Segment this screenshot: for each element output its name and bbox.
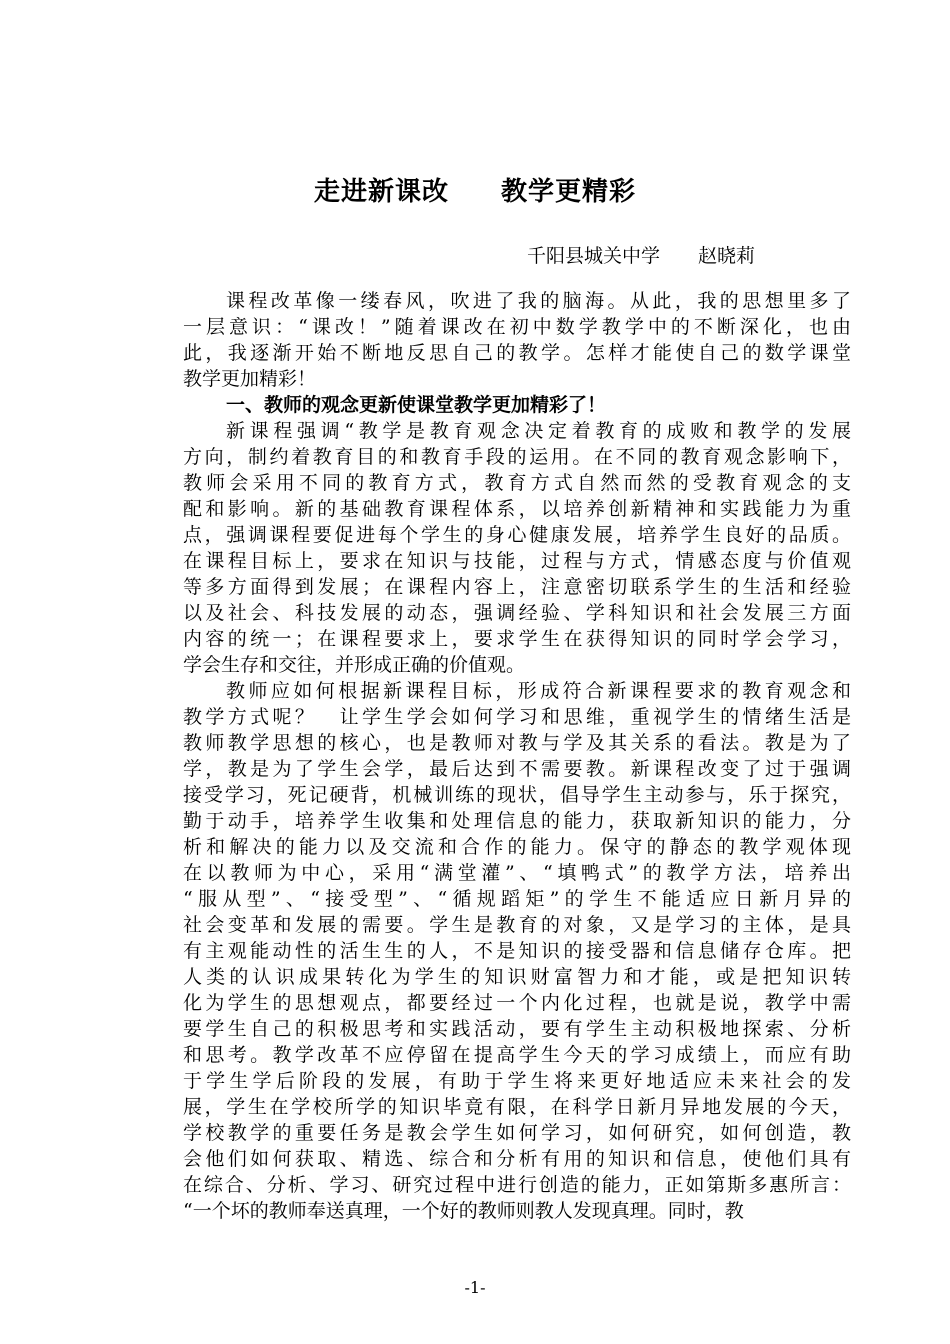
title-part-1: 走进新课改 xyxy=(313,177,449,207)
author-name: 赵晓莉 xyxy=(698,245,756,267)
paragraph-1-line: 以及社会、科技发展的动态，强调经验、学科知识和社会发展三方面 xyxy=(183,602,851,624)
author-byline xyxy=(527,241,755,271)
intro-paragraph-line: 一层意识：“课改！”随着课改在初中数学教学中的不断深化，也由 xyxy=(183,316,851,338)
paragraph-1-line: 点，强调课程要促进每个学生的身心健康发展，培养学生良好的品质。 xyxy=(183,524,851,546)
paragraph-2-line: 教师应如何根据新课程目标，形成符合新课程要求的教育观念和 xyxy=(226,680,851,702)
paragraph-1-line: 新课程强调“教学是教育观念决定着教育的成败和教学的发展 xyxy=(226,420,851,442)
paragraph-2-line: 人类的认识成果转化为学生的知识财富智力和才能，或是把知识转 xyxy=(183,966,851,988)
paragraph-2-line: 要学生自己的积极思考和实践活动，要有学生主动积极地探索、分析 xyxy=(183,1018,851,1040)
paragraph-2-line: 在以教师为中心，采用“满堂灌”、“填鸭式”的教学方法，培养出 xyxy=(183,862,851,884)
paragraph-1-line: 方向，制约着教育目的和教育手段的运用。在不同的教育观念影响下， xyxy=(183,446,851,468)
intro-paragraph-line: 课程改革像一缕春风，吹进了我的脑海。从此，我的思想里多了 xyxy=(226,290,851,312)
paragraph-1-line: 教师会采用不同的教育方式，教育方式自然而然的受教育观念的支 xyxy=(183,472,851,494)
paragraph-2-line: 教学方式呢？ 让学生学会如何学习和思维，重视学生的情绪生活是 xyxy=(183,706,851,728)
paragraph-2-line: 于学生学后阶段的发展，有助于学生将来更好地适应未来社会的发 xyxy=(183,1070,851,1092)
paragraph-2-line: 勤于动手，培养学生收集和处理信息的能力，获取新知识的能力，分 xyxy=(183,810,851,832)
paragraph-2-line: 学，教是为了学生会学，最后达到不需要教。新课程改变了过于强调 xyxy=(183,758,851,780)
page-number: -1- xyxy=(464,1278,486,1297)
paragraph-2-line: 和思考。教学改革不应停留在提高学生今天的学习成绩上，而应有助 xyxy=(183,1044,851,1066)
paragraph-2-line: 接受学习，死记硬背，机械训练的现状，倡导学生主动参与，乐于探究， xyxy=(183,784,851,806)
paragraph-2-line: “服从型”、“接受型”、“循规蹈矩”的学生不能适应日新月异的 xyxy=(183,888,851,910)
paragraph-2-line: 析和解决的能力以及交流和合作的能力。保守的静态的教学观体现 xyxy=(183,836,851,858)
school-name: 千阳县城关中学 xyxy=(527,245,661,267)
intro-paragraph-line: 此，我逐渐开始不断地反思自己的教学。怎样才能使自己的数学课堂 xyxy=(183,342,851,364)
intro-paragraph-line: 教学更加精彩！ xyxy=(183,368,317,390)
paragraph-2-line: “一个坏的教师奉送真理，一个好的教师则教人发现真理。同时，教 xyxy=(183,1200,744,1222)
section-heading: 一、教师的观念更新使课堂教学更加精彩了！ xyxy=(226,394,607,416)
paragraph-1-line: 配和影响。新的基础教育课程体系，以培养创新精神和实践能力为重 xyxy=(183,498,851,520)
paragraph-2-line: 学校教学的重要任务是教会学生如何学习，如何研究，如何创造，教 xyxy=(183,1122,851,1144)
document-title xyxy=(0,172,950,212)
paragraph-2-line: 会他们如何获取、精选、综合和分析有用的知识和信息，使他们具有 xyxy=(183,1148,851,1170)
paragraph-2-line: 化为学生的思想观点，都要经过一个内化过程，也就是说，教学中需 xyxy=(183,992,851,1014)
paragraph-1-line: 等多方面得到发展；在课程内容上，注意密切联系学生的生活和经验 xyxy=(183,576,851,598)
paragraph-2-line: 教师教学思想的核心，也是教师对教与学及其关系的看法。教是为了 xyxy=(183,732,851,754)
paragraph-1-line: 在课程目标上，要求在知识与技能，过程与方式，情感态度与价值观 xyxy=(183,550,851,572)
paragraph-2-line: 展，学生在学校所学的知识毕竟有限，在科学日新月异地发展的今天， xyxy=(183,1096,851,1118)
paragraph-2-line: 有主观能动性的活生生的人，不是知识的接受器和信息储存仓库。把 xyxy=(183,940,851,962)
title-part-2: 教学更精彩 xyxy=(501,177,637,207)
paragraph-2-line: 在综合、分析、学习、研究过程中进行创造的能力，正如第斯多惠所言： xyxy=(183,1174,851,1196)
paragraph-1-line: 内容的统一；在课程要求上，要求学生在获得知识的同时学会学习， xyxy=(183,628,851,650)
document-body xyxy=(183,288,851,1224)
paragraph-2-line: 社会变革和发展的需要。学生是教育的对象，又是学习的主体，是具 xyxy=(183,914,851,936)
paragraph-1-line: 学会生存和交往，并形成正确的价值观。 xyxy=(183,654,526,676)
